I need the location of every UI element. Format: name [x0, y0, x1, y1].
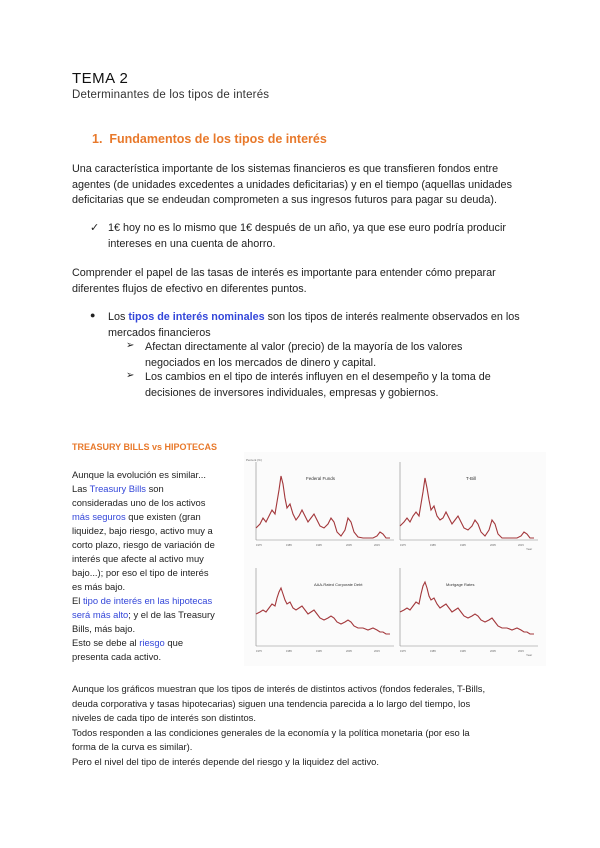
text-line: liquidez, bajo riesgo, activo muy a	[72, 525, 213, 536]
text-line: El tipo de interés en las hipotecas	[72, 595, 213, 606]
highlight-term: tipos de interés nominales	[128, 311, 265, 323]
text-line: Afectan directamente al valor (precio) de la mayoría de los valores	[145, 341, 463, 353]
text-line: Pero el nivel del tipo de interés depende del riesgo y la liquidez del activo.	[72, 755, 379, 767]
chart-panel-corporate-debt	[256, 568, 394, 653]
text-line: Aunque la evolución es similar...	[72, 469, 206, 480]
svg-text:1995: 1995	[460, 650, 466, 653]
text-line: decisiones de inversores individuales, empresas y gobiernos.	[145, 386, 439, 399]
chart-panel-mortgage	[400, 568, 538, 657]
page-subtitle: Determinantes de los tipos de interés	[72, 89, 270, 101]
text-line: deficitarias que se endeudan comprometen a sus ingresos futuros para pagar su deuda).	[72, 194, 497, 206]
svg-text:2005: 2005	[346, 544, 352, 547]
text-line: mercados financieros	[108, 326, 211, 339]
svg-text:2015: 2015	[374, 544, 380, 547]
text-line: Las Treasury Bills son	[72, 483, 164, 494]
text-line: consideradas uno de los activos	[72, 497, 206, 508]
svg-text:2015: 2015	[518, 544, 524, 547]
left-text-block	[72, 468, 247, 664]
text-line: Aunque los gráficos muestran que los tipos de interés de distintos activos (fondos federales, T-Bills,	[72, 683, 486, 694]
paragraph-rates	[72, 266, 496, 297]
treasury-heading: TREASURY BILLS vs HIPOTECAS	[72, 442, 218, 452]
text-line: interés que afecte al activo muy	[72, 553, 204, 564]
text-line: Los tipos de interés nominales son los tipos de interés realmente observados en los	[108, 311, 520, 323]
bullet-icon: ●	[90, 310, 96, 320]
bottom-paragraph	[72, 682, 485, 769]
section-title: Fundamentos de los tipos de interés	[109, 132, 327, 146]
svg-text:1995: 1995	[460, 544, 466, 547]
svg-text:Year: Year	[526, 653, 533, 657]
section-heading	[92, 132, 327, 146]
section-number: 1.	[92, 132, 103, 146]
rates-chart-figure	[244, 452, 546, 666]
chart-panel-federal-funds	[246, 458, 394, 547]
svg-text:2015: 2015	[374, 650, 380, 653]
check-item	[108, 221, 506, 252]
text-line: Esto se debe al riesgo que	[72, 637, 184, 648]
sub-bullet-2	[145, 370, 491, 401]
svg-text:2005: 2005	[346, 650, 352, 653]
svg-text:1975: 1975	[400, 544, 406, 547]
arrow-bullet-icon: ➢	[126, 340, 135, 351]
bullet-item	[108, 310, 520, 341]
svg-text:Year: Year	[526, 547, 533, 551]
page-title: TEMA 2	[72, 70, 129, 87]
paragraph-intro	[72, 162, 512, 209]
text-line: negociados en los mercados de dinero y capital.	[145, 356, 377, 369]
text-line: agentes (de unidades excedentes a unidades deficitarias) y en el tiempo (aquellas unidades	[72, 178, 512, 191]
svg-text:2015: 2015	[518, 650, 524, 653]
panel-label: Mortgage Rates	[446, 582, 475, 587]
text-line: diferentes flujos de efectivo en diferentes puntos.	[72, 282, 307, 295]
text-line: Bills, más bajo.	[72, 623, 136, 634]
text-line: niveles de cada tipo de interés son distintos.	[72, 712, 256, 723]
svg-text:1985: 1985	[430, 544, 436, 547]
text-line: bajo...); por eso el tipo de interés	[72, 567, 209, 578]
text-line: Comprender el papel de las tasas de interés es importante para entender cómo preparar	[72, 267, 496, 279]
panel-label: T-Bill	[466, 476, 476, 481]
text-line: Todos responden a las condiciones generales de la economía y la política monetaria (por eso la	[72, 726, 470, 738]
text-line: Una característica importante de los sistemas financieros es que transfieren fondos entre	[72, 163, 499, 175]
svg-text:1985: 1985	[430, 650, 436, 653]
text-line: es más bajo.	[72, 581, 126, 592]
svg-text:1975: 1975	[256, 650, 262, 653]
svg-text:2005: 2005	[490, 650, 496, 653]
chart-panel-tbill	[400, 462, 538, 551]
svg-text:1995: 1995	[316, 544, 322, 547]
text-line: Los cambios en el tipo de interés influyen en el desempeño y la toma de	[145, 371, 491, 383]
svg-text:1975: 1975	[256, 544, 262, 547]
svg-text:1985: 1985	[286, 650, 292, 653]
text-line: 1€ hoy no es lo mismo que 1€ después de un año, ya que ese euro podría producir	[108, 222, 506, 234]
text-line: presenta cada activo.	[72, 651, 162, 662]
svg-text:1975: 1975	[400, 650, 406, 653]
text-line: forma de la curva es similar).	[72, 741, 193, 752]
panel-label: AAA-Rated Corporate Debt	[314, 582, 363, 587]
arrow-bullet-icon: ➢	[126, 370, 135, 381]
svg-text:1985: 1985	[286, 544, 292, 547]
text-line: intereses en una cuenta de ahorro.	[108, 237, 276, 250]
text-line: deuda corporativa y tasas hipotecarias) siguen una tendencia parecida a lo largo del tiempo, los	[72, 697, 471, 709]
text-line: corto plazo, riesgo de variación de	[72, 539, 215, 550]
sub-bullet-1	[145, 340, 462, 371]
svg-text:Percent (%): Percent (%)	[246, 458, 262, 462]
svg-text:2005: 2005	[490, 544, 496, 547]
panel-label: Federal Funds	[306, 476, 336, 481]
text-line: será más alto; y el de las Treasury	[72, 609, 215, 620]
checkmark-icon: ✓	[90, 222, 100, 234]
text-line: más seguros que existen (gran	[72, 511, 201, 522]
svg-text:1995: 1995	[316, 650, 322, 653]
